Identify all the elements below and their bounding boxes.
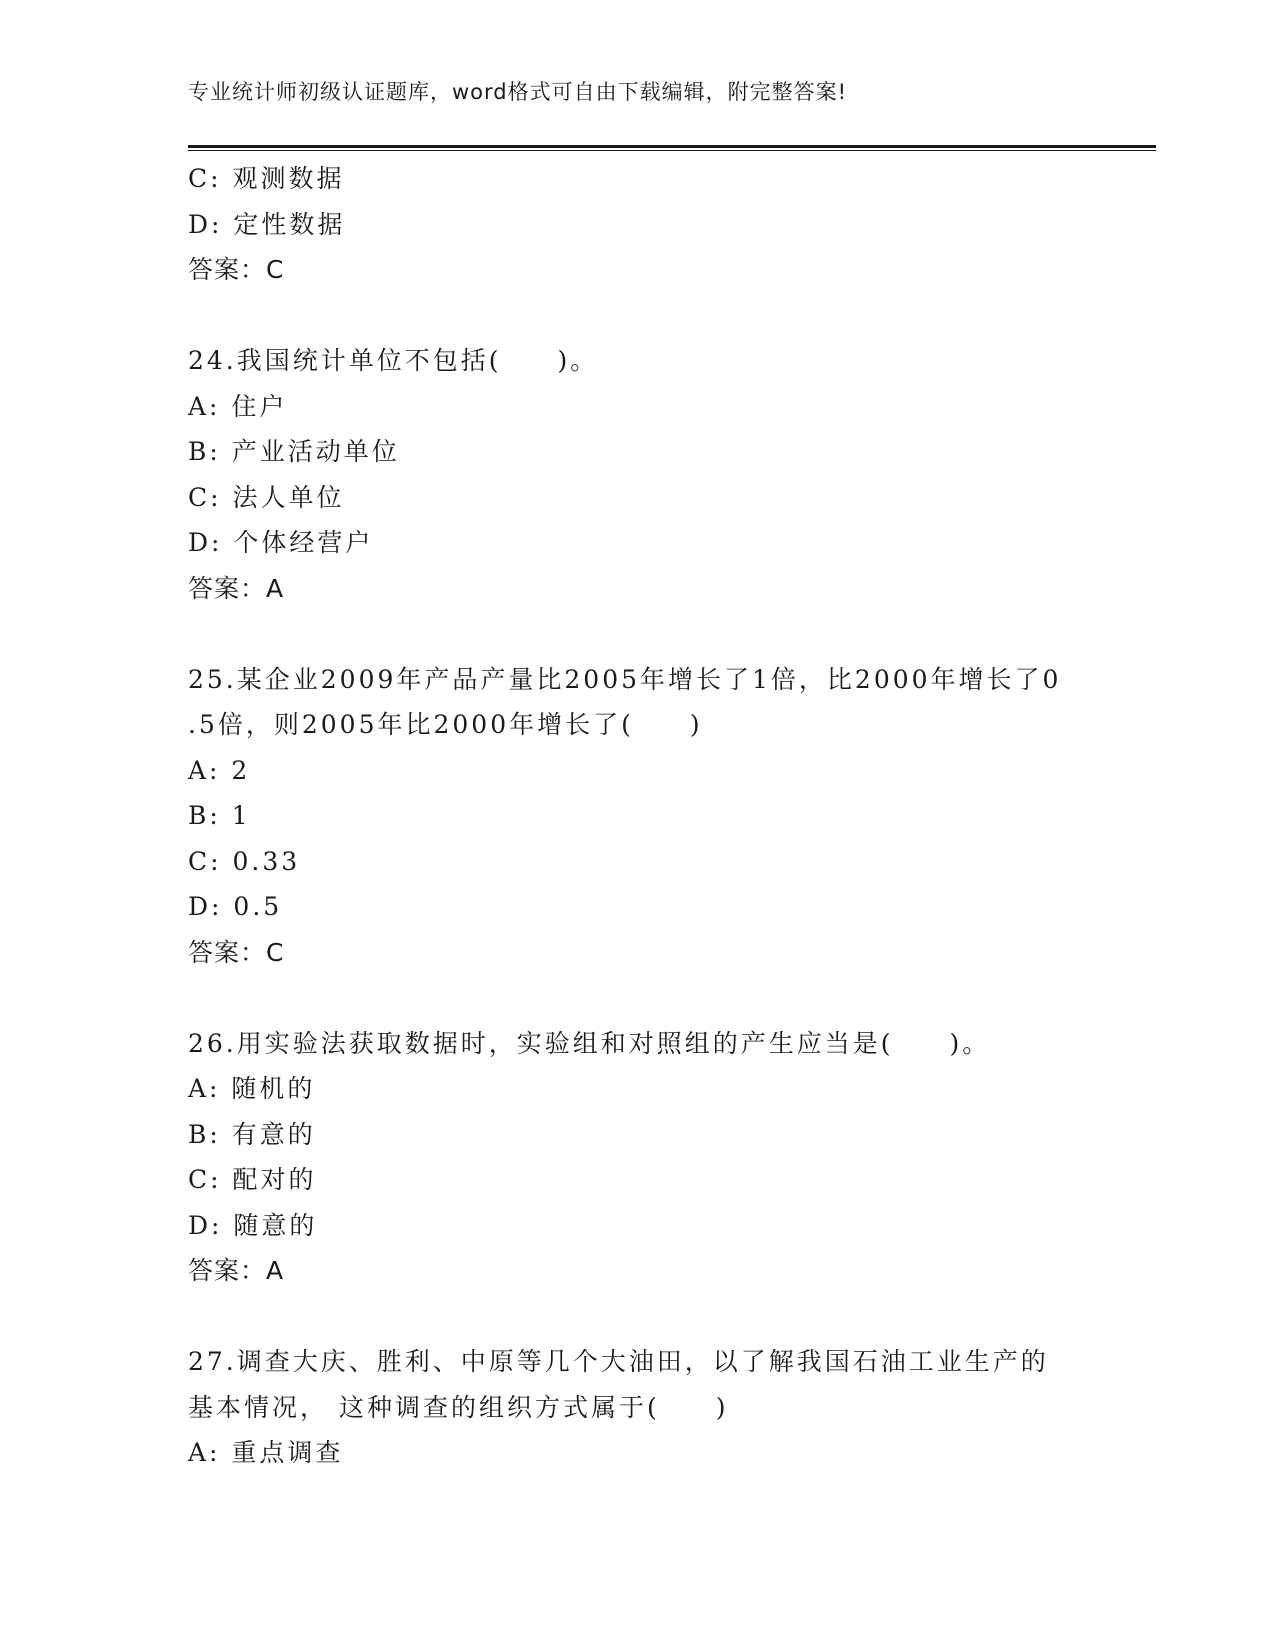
answer-line: 答案：A: [188, 1256, 285, 1285]
option-line: A: 重点调查: [188, 1438, 344, 1467]
option-line: B: 1: [188, 801, 251, 830]
answer-line: 答案：C: [188, 255, 285, 284]
option-line: C: 配对的: [188, 1165, 317, 1194]
question-stem: 27.调查大庆、胜利、中原等几个大油田，以了解我国石油工业生产的: [188, 1347, 1049, 1376]
spacer: [188, 293, 1088, 339]
option-line: C: 法人单位: [188, 482, 345, 512]
option-line: A: 2: [188, 755, 251, 785]
answer-line: 答案：C: [188, 937, 285, 967]
option-line: C: 0.33: [188, 846, 301, 876]
question-stem: 26.用实验法获取数据时，实验组和对照组的产生应当是( )。: [188, 1028, 991, 1058]
question-stem: 基本情况， 这种调查的组织方式属于( ): [188, 1392, 729, 1422]
answer-line: 答案：A: [188, 573, 285, 603]
header-rule-thin: [188, 150, 1156, 151]
question-stem: 24.我国统计单位不包括( )。: [188, 346, 599, 375]
option-line: D: 0.5: [188, 892, 283, 921]
option-line: D: 个体经营户: [188, 528, 374, 557]
option-line: D: 随意的: [188, 1210, 318, 1240]
option-line: B: 有意的: [188, 1119, 316, 1149]
spacer: [188, 975, 1088, 1021]
header-rule-thick: [188, 145, 1156, 148]
option-line: A: 随机的: [188, 1074, 316, 1103]
spacer: [188, 611, 1088, 657]
option-line: D: 定性数据: [188, 209, 346, 239]
page-header: 专业统计师初级认证题库，word格式可自由下载编辑，附完整答案!: [188, 80, 848, 104]
spacer: [188, 1294, 1088, 1340]
option-line: C: 观测数据: [188, 164, 345, 193]
question-content: [188, 156, 1088, 1476]
question-stem: .5倍，则2005年比2000年增长了( ): [188, 710, 703, 739]
question-stem: 25.某企业2009年产品产量比2005年增长了1倍，比2000年增长了0: [188, 664, 1062, 694]
option-line: A: 住户: [188, 391, 288, 421]
option-line: B: 产业活动单位: [188, 437, 400, 466]
